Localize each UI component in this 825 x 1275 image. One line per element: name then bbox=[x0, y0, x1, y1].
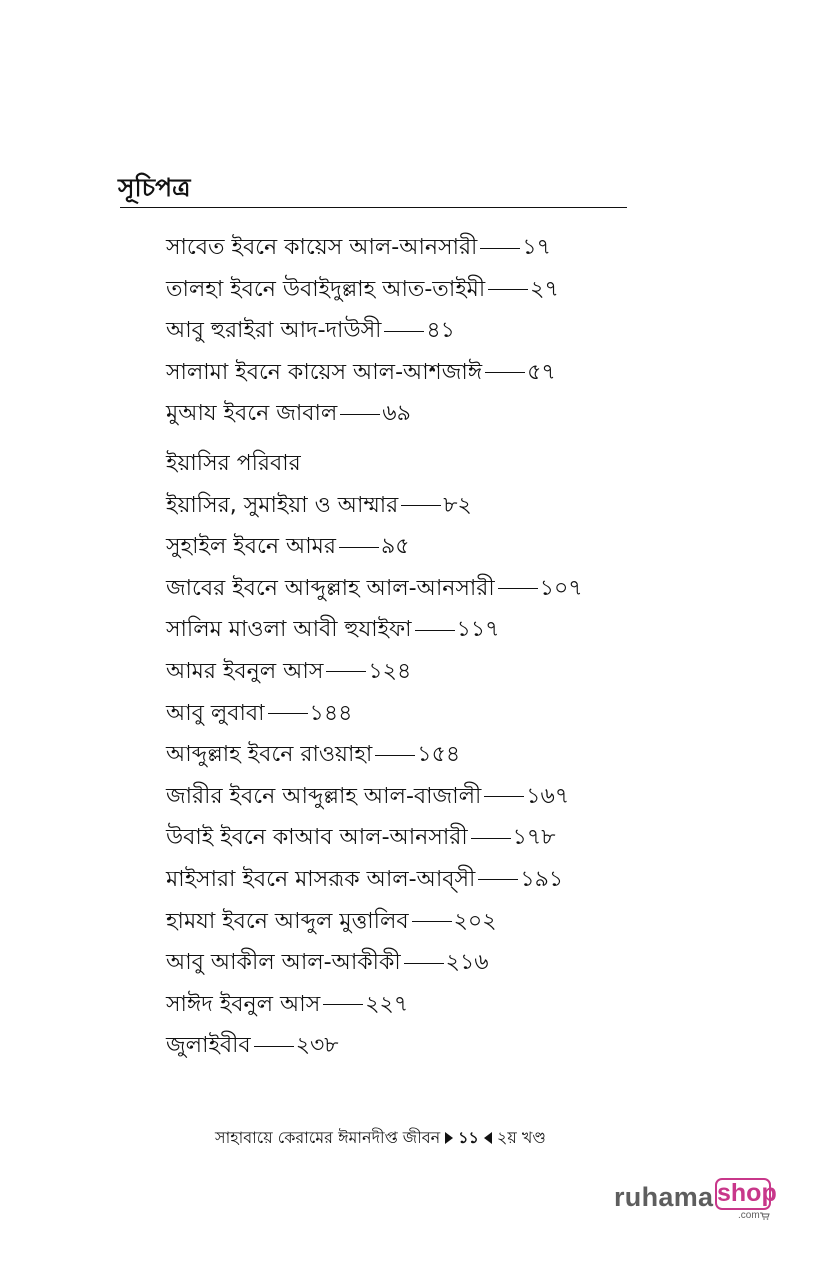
page-footer bbox=[215, 1125, 546, 1152]
toc-leader-dash bbox=[485, 372, 525, 373]
toc-entry-page: ১২৪ bbox=[368, 658, 412, 684]
toc-entry-page: ২২৭ bbox=[365, 991, 409, 1017]
toc-leader-dash bbox=[340, 414, 380, 415]
toc-leader-dash bbox=[412, 921, 452, 922]
toc-leader-dash bbox=[323, 1004, 363, 1005]
toc-entry-page: ১৪৪ bbox=[309, 700, 353, 726]
toc-leader-dash bbox=[471, 838, 511, 839]
book-title: সাহাবায়ে কেরামের ঈমানদীপ্ত জীবন bbox=[215, 1128, 441, 1147]
toc-entry-page: ১৭ bbox=[522, 235, 551, 260]
toc-entry-title: সুহাইল ইবনে আমর bbox=[166, 534, 336, 560]
toc-entry bbox=[166, 693, 583, 735]
toc-entry bbox=[166, 859, 583, 901]
toc-leader-dash bbox=[415, 630, 455, 631]
cart-icon bbox=[760, 1212, 770, 1220]
toc-entry bbox=[166, 526, 583, 568]
toc-entry bbox=[166, 269, 583, 311]
toc-entry-page: ১১৭ bbox=[456, 617, 500, 643]
toc-entry-page: ৮২ bbox=[443, 492, 472, 518]
toc-entry-title: জুলাইবীব bbox=[166, 1033, 251, 1059]
toc-entry bbox=[166, 984, 583, 1026]
toc-entry bbox=[166, 1025, 583, 1067]
title-divider bbox=[120, 207, 627, 208]
ruhamashop-logo bbox=[614, 1178, 784, 1224]
logo-domain: .com bbox=[738, 1210, 760, 1221]
toc-entry-title: ইয়াসির পরিবার bbox=[166, 450, 301, 476]
toc-entry bbox=[166, 817, 583, 859]
toc-leader-dash bbox=[401, 505, 441, 506]
toc-leader-dash bbox=[404, 963, 444, 964]
toc-entry bbox=[166, 310, 583, 352]
toc-leader-dash bbox=[254, 1046, 294, 1047]
toc-entry bbox=[166, 776, 583, 818]
toc-entry-title: জারীর ইবনে আব্দুল্লাহ আল-বাজালী bbox=[166, 783, 482, 809]
toc-entry bbox=[166, 227, 583, 269]
toc-entry-title: উবাই ইবনে কাআব আল-আনসারী bbox=[166, 825, 468, 851]
toc-entry-page: ১৭৮ bbox=[512, 825, 556, 851]
page-title: সূচিপত্র bbox=[118, 173, 191, 202]
toc-entry-title: আব্দুল্লাহ ইবনে রাওয়াহা bbox=[166, 742, 373, 768]
toc-leader-dash bbox=[384, 331, 424, 332]
toc-leader-dash bbox=[498, 588, 538, 589]
toc-leader-dash bbox=[484, 796, 524, 797]
toc-entry-title: হামযা ইবনে আব্দুল মুত্তালিব bbox=[166, 908, 409, 934]
toc-entry bbox=[166, 901, 583, 943]
toc-leader-dash bbox=[339, 547, 379, 548]
toc-entry-page: ৯৫ bbox=[380, 534, 410, 560]
toc-entry-page: ২৭ bbox=[530, 276, 559, 302]
table-of-contents bbox=[166, 227, 583, 1067]
toc-entry bbox=[166, 651, 583, 693]
toc-entry-page: ২০২ bbox=[453, 908, 497, 934]
toc-entry bbox=[166, 485, 583, 527]
toc-entry bbox=[166, 393, 583, 435]
toc-entry-title: আবু হুরাইরা আদ-দাউসী bbox=[166, 318, 382, 344]
toc-entry-title: আবু আকীল আল-আকীকী bbox=[166, 950, 401, 976]
toc-entry-page: ৫৭ bbox=[527, 359, 556, 385]
toc-entry-page: ১৫৪ bbox=[417, 742, 461, 768]
toc-entry-title: জাবের ইবনে আব্দুল্লাহ আল-আনসারী bbox=[166, 575, 495, 601]
toc-entry-title: সাবেত ইবনে কায়েস আল-আনসারী bbox=[166, 235, 478, 260]
toc-leader-dash bbox=[488, 289, 528, 290]
toc-entry-title: সালিম মাওলা আবী হুযাইফা bbox=[166, 617, 412, 643]
toc-entry-page: ২৩৮ bbox=[295, 1033, 339, 1059]
toc-entry bbox=[166, 942, 583, 984]
volume-label: ২য় খণ্ড bbox=[496, 1128, 546, 1147]
toc-entry-page: ৪১ bbox=[426, 318, 455, 344]
toc-entry bbox=[166, 443, 583, 485]
logo-shop-badge: shop bbox=[715, 1178, 771, 1210]
toc-leader-dash bbox=[326, 671, 366, 672]
toc-leader-dash bbox=[375, 755, 415, 756]
toc-entry bbox=[166, 734, 583, 776]
triangle-right-icon bbox=[445, 1132, 453, 1144]
triangle-left-icon bbox=[484, 1132, 492, 1144]
toc-leader-dash bbox=[268, 713, 308, 714]
toc-entry-title: সালামা ইবনে কায়েস আল-আশজাঈ bbox=[166, 359, 483, 385]
toc-entry-title: সাঈদ ইবনুল আস bbox=[166, 991, 321, 1017]
toc-entry-page: ১৬৭ bbox=[526, 783, 570, 809]
toc-entry-page: ৬৯ bbox=[382, 401, 411, 427]
toc-entry-page: ২১৬ bbox=[445, 950, 489, 976]
logo-name: ruhama bbox=[614, 1182, 714, 1212]
toc-entry-title: ইয়াসির, সুমাইয়া ও আম্মার bbox=[166, 492, 399, 518]
toc-entry-page: ১০৭ bbox=[539, 575, 583, 601]
page-number: ১১ bbox=[458, 1128, 479, 1147]
toc-entry-title: আবু লুবাবা bbox=[166, 700, 265, 726]
toc-entry-title: মাইসারা ইবনে মাসরূক আল-আব্সী bbox=[166, 866, 476, 892]
toc-entry-title: তালহা ইবনে উবাইদুল্লাহ আত-তাইমী bbox=[166, 276, 486, 302]
toc-entry-page: ১৯১ bbox=[520, 866, 564, 892]
toc-entry-title: আমর ইবনুল আস bbox=[166, 658, 324, 684]
toc-entry bbox=[166, 568, 583, 610]
toc-entry bbox=[166, 352, 583, 394]
toc-leader-dash bbox=[480, 248, 520, 249]
toc-leader-dash bbox=[478, 879, 518, 880]
toc-entry-title: মুআয ইবনে জাবাল bbox=[166, 401, 338, 427]
toc-entry bbox=[166, 609, 583, 651]
